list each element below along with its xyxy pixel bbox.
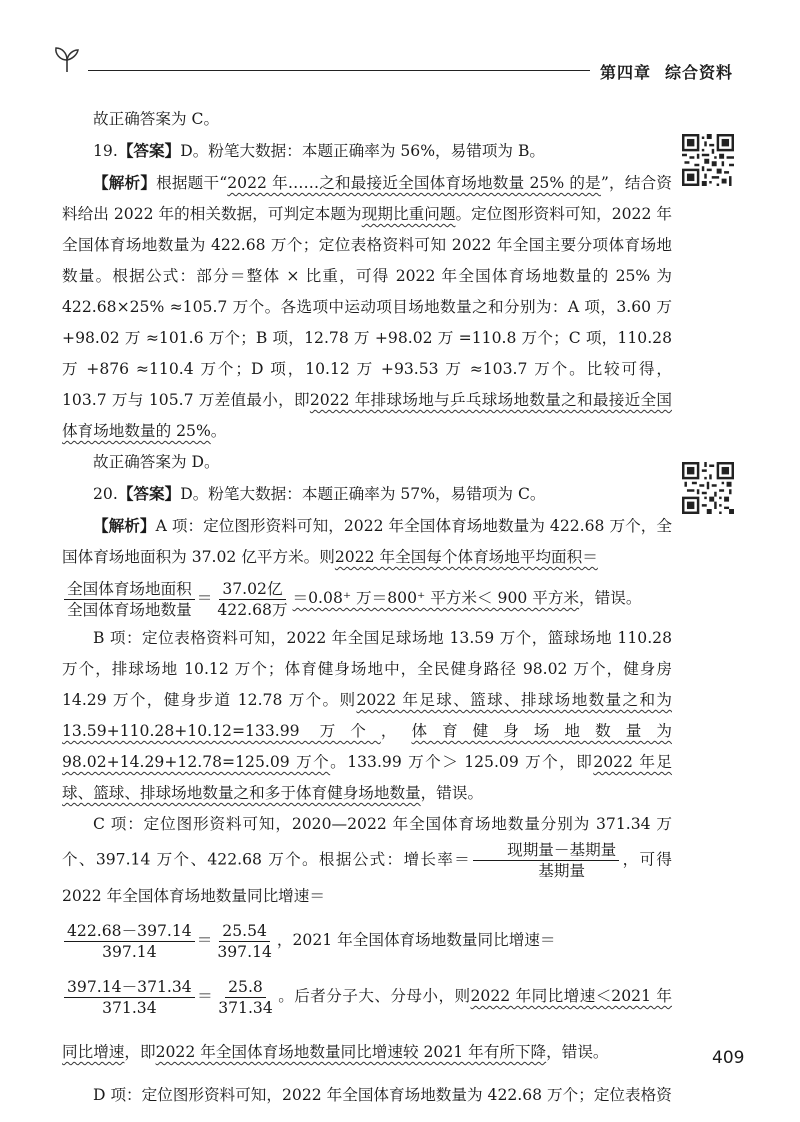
q20-a-text: ，错误。 bbox=[579, 589, 642, 607]
chapter-title bbox=[600, 60, 733, 83]
q19-analysis-text: 。定位图形资料可知，2022 年全国体育场地数量为 422.68 万个；定位表格资料可知 2022 年全国主要分项体育场地数量。根据公式：部分＝整体 × 比重，可得 2022 年全国体育场地数量的 25% 为 422.68×25% ≈105.7 万个。各选项中运动项目场地数量之和分别为：A 项，3.60 万 +98.02 万 ≈101.6 万个；B 项，12.78 万 +98.02 万 =110.8 万个；C 项，110.28 万 +876 ≈110.4 万个；D 项，10.12 万 +93.53 万 ≈103.7 万个。比较可得，103.7 万与 105.7 万差值最小，即 bbox=[62, 205, 672, 409]
q20-highlight: 体育健身场地数量为 98.02+14.29+12.78=125.09 万个 bbox=[62, 722, 672, 771]
q20-answer-tag: 【答案】 bbox=[117, 484, 181, 503]
q20-highlight: 2022 年足球、篮球、排球场地数量之和多于体育健身场地数量 bbox=[62, 753, 672, 802]
q20-c-text: ，2021 年全国体育场地数量同比增速＝ bbox=[276, 931, 556, 949]
fraction bbox=[214, 921, 275, 962]
chapter-number: 第四章 bbox=[600, 63, 652, 82]
q19-analysis-text: 根据题干“ bbox=[156, 174, 228, 192]
fraction-denominator: 371.34 bbox=[102, 998, 157, 1017]
q18-conclusion: 故正确答案为 C。 bbox=[93, 110, 220, 128]
q20-a-formula bbox=[62, 573, 672, 623]
q19-highlight: 2022 年排球场地与乒乓球场地数量之和最接近全国体育场地数量的 25% bbox=[62, 391, 672, 440]
q19-highlight: 现期比重问题 bbox=[361, 205, 456, 223]
fraction-numerator: 25.8 bbox=[225, 977, 266, 998]
q20-b-text: 。133.99 万个＞ 125.09 万个，即 bbox=[330, 753, 594, 771]
fraction bbox=[64, 977, 195, 1018]
fraction-numerator: 397.14－371.34 bbox=[64, 977, 195, 998]
fraction-numerator: 全国体育场地面积 bbox=[64, 579, 195, 600]
q20-highlight: 2022 年全国每个体育场地平均面积＝ bbox=[334, 548, 598, 566]
fraction-denominator: 397.14 bbox=[217, 942, 272, 961]
q20-b-text: ， bbox=[380, 722, 412, 740]
chapter-name: 综合资料 bbox=[665, 63, 734, 82]
header-rule bbox=[88, 70, 590, 71]
q20-answer-text: D。粉笔大数据：本题正确率为 57%，易错项为 C。 bbox=[180, 485, 546, 503]
q19-highlight: 2022 年……之和最接近全国体育场地数量 25% 的是 bbox=[227, 174, 601, 192]
fraction-denominator: 397.14 bbox=[102, 942, 157, 961]
sprout-leaf-icon bbox=[52, 44, 82, 74]
q20-option-a bbox=[62, 510, 672, 573]
fraction-numerator: 422.68－397.14 bbox=[64, 921, 195, 942]
q19-conclusion: 故正确答案为 D。 bbox=[93, 453, 220, 471]
q20-c-text: C 项：定位图形资料可知，2020—2022 年全国体育场地数量分别为 371.34 万个、397.14 万个、422.68 万个。根据公式：增长率＝ bbox=[62, 815, 672, 869]
q20-highlight: 2022 年全国体育场地数量同比增速较 2021 年有所下降 bbox=[155, 1043, 547, 1061]
fraction-denominator: 全国体育场地数量 bbox=[67, 600, 192, 619]
page-body bbox=[62, 104, 672, 1111]
q19-answer-text: D。粉笔大数据：本题正确率为 56%，易错项为 B。 bbox=[180, 142, 546, 160]
q20-c-formula: $\frac{422.68-397.14}{397.14}$ ＝ $\frac{25.54}{397.14}$ ，2021 年全国体育场地数量同比增速＝ bbox=[62, 912, 672, 968]
q20-c-text: ，可得 2022 年全国体育场地数量同比增速＝ bbox=[62, 850, 672, 905]
q20-option-c bbox=[62, 809, 672, 912]
q19-analysis-text: 。 bbox=[210, 422, 227, 440]
q20-answer bbox=[62, 478, 672, 510]
q20-analysis-tag: 【解析】 bbox=[93, 516, 156, 535]
fraction-numerator: 现期量－基期量 bbox=[473, 840, 619, 861]
q20-c-text: 。后者分子大、分母小，则 bbox=[277, 987, 471, 1005]
fraction bbox=[64, 579, 195, 620]
page-number: 409 bbox=[712, 1048, 745, 1068]
q19-number: 19. bbox=[93, 142, 118, 160]
fraction bbox=[215, 977, 276, 1018]
q19-answer-tag: 【答案】 bbox=[117, 141, 181, 160]
fraction bbox=[64, 921, 195, 962]
fraction-denominator: 371.34 bbox=[218, 998, 273, 1017]
fraction bbox=[473, 840, 619, 881]
q19-analysis-text: ”，结合资料给出 2022 年的相关数据，可判定本题为 bbox=[62, 174, 672, 223]
q20-c-text: ，即 bbox=[124, 1043, 156, 1061]
page-header bbox=[0, 0, 800, 90]
q20-b-text: ，错误。 bbox=[420, 784, 484, 802]
q19-answer bbox=[62, 135, 672, 167]
q20-a-text: A 项：定位图形资料可知，2022 年全国体育场地数量为 422.68 万个，全国体育场地面积为 37.02 亿平方米。则 bbox=[62, 517, 672, 566]
q19-analysis bbox=[62, 167, 672, 447]
q20-highlight: 2022 年同比增速＜2021 年同比增速 bbox=[62, 987, 672, 1061]
qr-code-icon[interactable] bbox=[682, 462, 734, 514]
q20-highlight: ＝0.08⁺ 万＝800⁺ 平方米＜ 900 平方米 bbox=[292, 589, 580, 607]
q20-number: 20. bbox=[93, 485, 118, 503]
fraction-denominator: 基期量 bbox=[538, 862, 586, 880]
q20-c-text: ，错误。 bbox=[546, 1043, 609, 1061]
q20-b-text: B 项：定位表格资料可知，2022 年全国足球场地 13.59 万个，篮球场地 110.28 万个，排球场地 10.12 万个；体育健身场地中，全民健身路径 98.02 万个，健身房 14.29 万个，健身步道 12.78 万个。则 bbox=[62, 629, 672, 709]
q20-option-d: D 项：定位图形资料可知，2022 年全国体育场地数量为 422.68 万个；定位表格资 bbox=[93, 1086, 672, 1104]
q20-option-b bbox=[62, 623, 672, 809]
qr-code-icon[interactable] bbox=[682, 134, 734, 186]
q20-highlight: 2022 年足球、篮球、排球场地数量之和为 13.59+110.28+10.12=133.99 万个 bbox=[62, 691, 672, 740]
fraction-numerator: 37.02亿 bbox=[219, 579, 285, 600]
equals-sign: ＝ bbox=[196, 589, 213, 607]
fraction-numerator: 25.54 bbox=[219, 921, 270, 942]
q19-analysis-tag: 【解析】 bbox=[93, 173, 157, 192]
q20-c-formula: $\frac{397.14-371.34}{371.34}$ ＝ $\frac{25.8}{371.34}$ 。后者分子大、分母小，则2022 年同比增速＜2021 年同比增速，即2022 年全国体育场地数量同比增速较 2021 年有所下降，错误。 bbox=[62, 977, 672, 1061]
fraction-denominator: 422.68万 bbox=[217, 600, 288, 619]
fraction bbox=[214, 579, 290, 620]
